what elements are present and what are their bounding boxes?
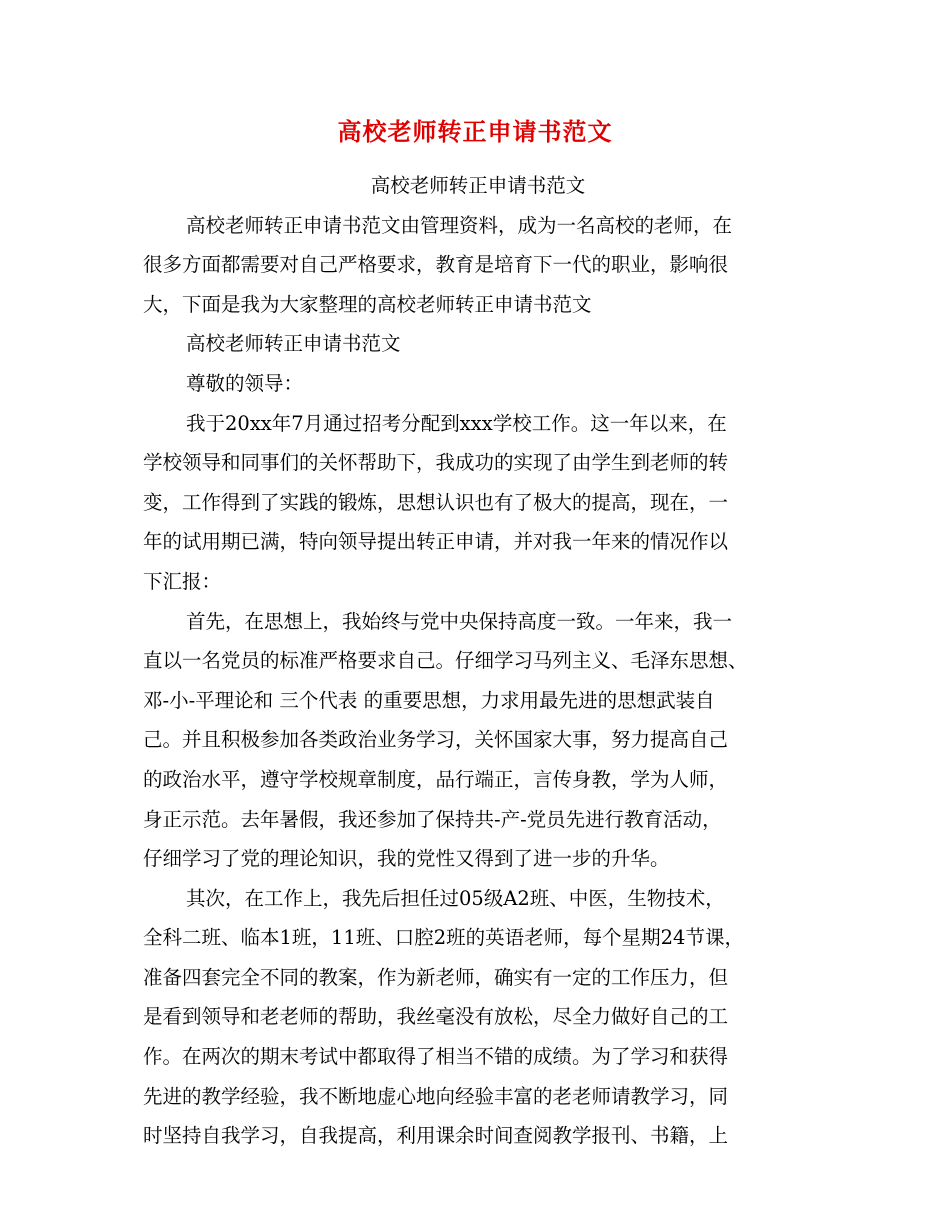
text-line: 变，工作得到了实践的锻炼，思想认识也有了极大的提高，现在，一 <box>143 490 729 514</box>
text-line: 邓-小-平理论和 三个代表 的重要思想，力求用最先进的思想武装自 <box>143 688 715 712</box>
text-line: 其次，在工作上，我先后担任过05级A2班、中医，生物技术， <box>186 886 725 910</box>
text-line: 先进的教学经验，我不断地虚心地向经验丰富的老老师请教学习，同 <box>143 1084 729 1108</box>
text-line: 是看到领导和老老师的帮助，我丝毫没有放松，尽全力做好自己的工 <box>143 1005 729 1029</box>
text-line: 身正示范。去年暑假，我还参加了保持共-产-党员先进行教育活动， <box>143 807 722 831</box>
text-line: 首先，在思想上，我始终与党中央保持高度一致。一年来，我一 <box>186 609 733 633</box>
text-line: 的政治水平，遵守学校规章制度，品行端正，言传身教，学为人师， <box>143 767 729 791</box>
text-line: 作。在两次的期末考试中都取得了相当不错的成绩。为了学习和获得 <box>143 1045 729 1069</box>
text-line: 高校老师转正申请书范文由管理资料，成为一名高校的老师，在 <box>186 213 733 237</box>
document-body <box>143 166 813 1156</box>
text-line: 高校老师转正申请书范文 <box>370 174 586 197</box>
text-line: 很多方面都需要对自己严格要求，教育是培育下一代的职业，影响很 <box>143 253 729 277</box>
document-title: 高校老师转正申请书范文 <box>337 117 613 146</box>
text-line: 己。并且积极参加各类政治业务学习，关怀国家大事，努力提高自己 <box>143 728 729 752</box>
text-line: 全科二班、临本1班，11班、口腔2班的英语老师，每个星期24节课， <box>143 926 744 950</box>
text-line: 准备四套完全不同的教案，作为新老师，确实有一定的工作压力，但 <box>143 965 729 989</box>
text-line: 学校领导和同事们的关怀帮助下，我成功的实现了由学生到老师的转 <box>143 451 729 475</box>
text-line: 直以一名党员的标准严格要求自己。仔细学习马列主义、毛泽东思想、 <box>143 649 748 673</box>
text-line: 我于20xx年7月通过招考分配到xxx学校工作。这一年以来，在 <box>186 411 727 435</box>
text-line: 仔细学习了党的理论知识，我的党性又得到了进一步的升华。 <box>143 847 670 871</box>
text-line: 年的试用期已满，特向领导提出转正申请，并对我一年来的情况作以 <box>143 530 729 554</box>
text-line: 大，下面是我为大家整理的高校老师转正申请书范文 <box>143 292 592 316</box>
text-line: 下汇报： <box>143 569 222 593</box>
text-line: 时坚持自我学习，自我提高，利用课余时间查阅教学报刊、书籍，上 <box>143 1124 729 1148</box>
text-line: 尊敬的领导： <box>186 371 304 395</box>
text-line: 高校老师转正申请书范文 <box>186 332 401 356</box>
